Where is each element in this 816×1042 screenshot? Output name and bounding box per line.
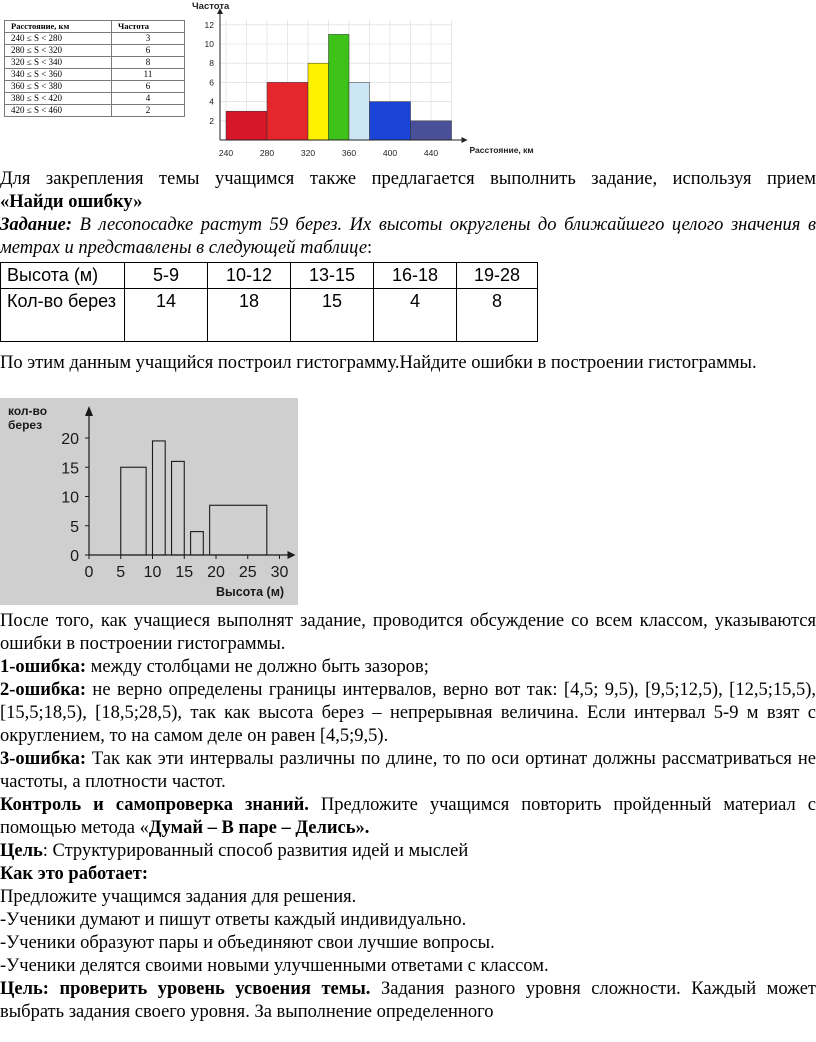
birch-height-histogram [0, 398, 298, 605]
y-axis-label: кол-во [8, 404, 48, 418]
how-heading [0, 863, 816, 886]
histogram-bar [370, 102, 411, 140]
goal-label: Цель: проверить уровень усвоения темы. [0, 979, 371, 999]
step-item: Предложите учащимся задания для решения. [0, 887, 357, 907]
step-item: -Ученики думают и пишут ответы каждый индивидуально. [0, 910, 467, 930]
y-axis-label: Частота [192, 1, 230, 12]
x-tick-label: 20 [207, 564, 225, 581]
table-cell: 18 [208, 289, 291, 342]
histogram-bar [226, 111, 267, 140]
table-cell: 340 ≤ S < 360 [5, 69, 112, 81]
table-cell: 4 [112, 93, 185, 105]
y-tick-label: 0 [70, 548, 79, 565]
birch-height-table [0, 262, 538, 342]
control-text: Предложите учащимся повторить пройденный материал с помощью метода « [0, 795, 816, 838]
table-cell: Высота (м) [1, 263, 125, 289]
table-cell: 380 ≤ S < 420 [5, 93, 112, 105]
error-2 [0, 679, 816, 748]
error-label: 1-ошибка: [0, 657, 86, 677]
y-tick-label: 4 [209, 96, 214, 107]
y-tick-label: 20 [61, 431, 79, 448]
goal-2 [0, 978, 816, 1024]
histogram-bar [191, 532, 204, 555]
intro-text: Для закрепления темы учащимся также предлагается выполнить задание, используя прием [0, 169, 816, 189]
after-table-text: По этим данным учащийся построил гистограмму.Найдите ошибки в построении гистограммы. [0, 353, 757, 373]
table-row [1, 289, 538, 342]
step-item: -Ученики образуют пары и объединяют свои лучшие вопросы. [0, 933, 495, 953]
table-cell: 420 ≤ S < 460 [5, 105, 112, 117]
discussion-section [0, 610, 816, 1024]
after-table-paragraph [0, 352, 816, 375]
histogram-bar [172, 461, 185, 555]
error-label: 3-ошибка: [0, 749, 86, 769]
x-tick-label: 30 [270, 564, 289, 581]
how-label: Как это работает: [0, 864, 148, 884]
table-row [5, 81, 185, 93]
x-tick-label: 240 [218, 148, 234, 158]
x-tick-label: 15 [175, 564, 194, 581]
table-row [5, 45, 185, 57]
table-cell: 16-18 [374, 263, 457, 289]
y-tick-label: 15 [61, 460, 79, 478]
goal-1 [0, 840, 816, 863]
x-tick-label: 0 [84, 564, 94, 581]
table-cell: 5-9 [125, 263, 208, 289]
histogram-bar [329, 34, 350, 140]
error-text: между столбцами не должно быть зазоров; [85, 657, 429, 677]
table-cell: 2 [112, 105, 185, 117]
table-cell: 360 ≤ S < 380 [5, 81, 112, 93]
error-text: Так как эти интервалы различны по длине, то по оси ортинат должны рассматриваться не частоты, а плотности частот. [0, 749, 816, 792]
table-row [5, 33, 185, 45]
control-label: Контроль и самопроверка знаний. [0, 795, 309, 815]
histogram-bar [210, 505, 267, 555]
control-method: Думай – В паре – Делись». [148, 818, 370, 838]
table-row [5, 69, 185, 81]
table-row [5, 105, 185, 117]
discussion-text: После того, как учащиеся выполнят задание, проводится обсуждение со всем классом, указываются ошибки в построении гистограммы. [0, 611, 816, 654]
x-tick-label: 440 [423, 148, 439, 158]
table-cell: 320 ≤ S < 340 [5, 57, 112, 69]
table-cell: 8 [457, 289, 538, 342]
table-cell: 14 [125, 289, 208, 342]
y-tick-label: 2 [209, 115, 214, 126]
error-1 [0, 656, 816, 679]
y-tick-label: 12 [204, 19, 214, 30]
y-tick-label: 6 [209, 77, 214, 88]
histogram-bar [349, 82, 370, 140]
error-3 [0, 748, 816, 794]
table-cell: 15 [291, 289, 374, 342]
x-axis-label: Расстояние, км [469, 145, 534, 155]
step-item: -Ученики делятся своими новыми улучшенными ответами с классом. [0, 956, 549, 976]
x-tick-label: 25 [238, 564, 257, 581]
table-row [5, 57, 185, 69]
x-tick-label: 320 [300, 148, 316, 158]
table-cell: 8 [112, 57, 185, 69]
table-cell: 11 [112, 69, 185, 81]
x-tick-label: 5 [116, 564, 126, 581]
table-cell: 3 [112, 33, 185, 45]
error-label: 2-ошибка: [0, 680, 86, 700]
error-text: не верно определены границы интервалов, верно вот так: [4,5; 9,5), [9,5;12,5), [12,5;15,5), [15,5;18,5), [18,5;28,5), так как высота берез – непрерывная величина. Если интервал 5-9 м взят с округлением, то на самом деле он равен [4,5;9,5). [0, 680, 816, 746]
y-tick-label: 10 [61, 489, 79, 507]
y-tick-label: 5 [70, 518, 79, 536]
y-tick-label: 10 [204, 39, 214, 49]
task-paragraph [0, 214, 816, 260]
task-text: В лесопосадке растут 59 берез. Их высоты округлены до ближайшего целого значения в метрах и представлены в следующей таблице [0, 215, 816, 258]
x-axis-label: Высота (м) [216, 585, 285, 599]
x-tick-label: 360 [341, 148, 357, 158]
table-cell: 6 [112, 81, 185, 93]
goal-label: Цель [0, 841, 43, 861]
histogram-bar [411, 121, 452, 140]
distance-histogram [190, 0, 534, 162]
header-distance: Расстояние, км [5, 21, 112, 33]
table-cell: 19-28 [457, 263, 538, 289]
x-tick-label: 280 [259, 148, 275, 158]
table-row [1, 263, 538, 289]
histogram-bar [267, 82, 308, 140]
table-row [5, 93, 185, 105]
table-cell: Кол-во берез [1, 289, 125, 342]
table-cell: 240 ≤ S < 280 [5, 33, 112, 45]
method-name: «Найди ошибку» [0, 192, 143, 212]
goal-text: : Структурированный способ развития идей и мыслей [42, 841, 469, 861]
histogram-bar [153, 441, 166, 555]
y-axis-label: берез [8, 418, 43, 432]
header-frequency: Частота [112, 21, 185, 33]
histogram-bar [121, 467, 146, 555]
histogram-bar [308, 63, 329, 140]
table-cell: 6 [112, 45, 185, 57]
control-paragraph [0, 794, 816, 840]
table-cell: 280 ≤ S < 320 [5, 45, 112, 57]
table-cell: 13-15 [291, 263, 374, 289]
x-tick-label: 10 [143, 564, 162, 581]
table-cell: 10-12 [208, 263, 291, 289]
table-cell: 4 [374, 289, 457, 342]
table-header-row [5, 21, 185, 33]
x-tick-label: 400 [382, 148, 398, 158]
task-label: Задание: [0, 215, 73, 235]
x-axis-arrow [462, 137, 468, 143]
distance-frequency-table [4, 20, 185, 117]
y-tick-label: 8 [209, 58, 214, 69]
task-colon: : [367, 238, 373, 258]
goal-text: Задания разного уровня сложности. Каждый может выбрать задания своего уровня. За выполнение определенного [0, 979, 816, 1022]
intro-paragraph [0, 168, 816, 214]
